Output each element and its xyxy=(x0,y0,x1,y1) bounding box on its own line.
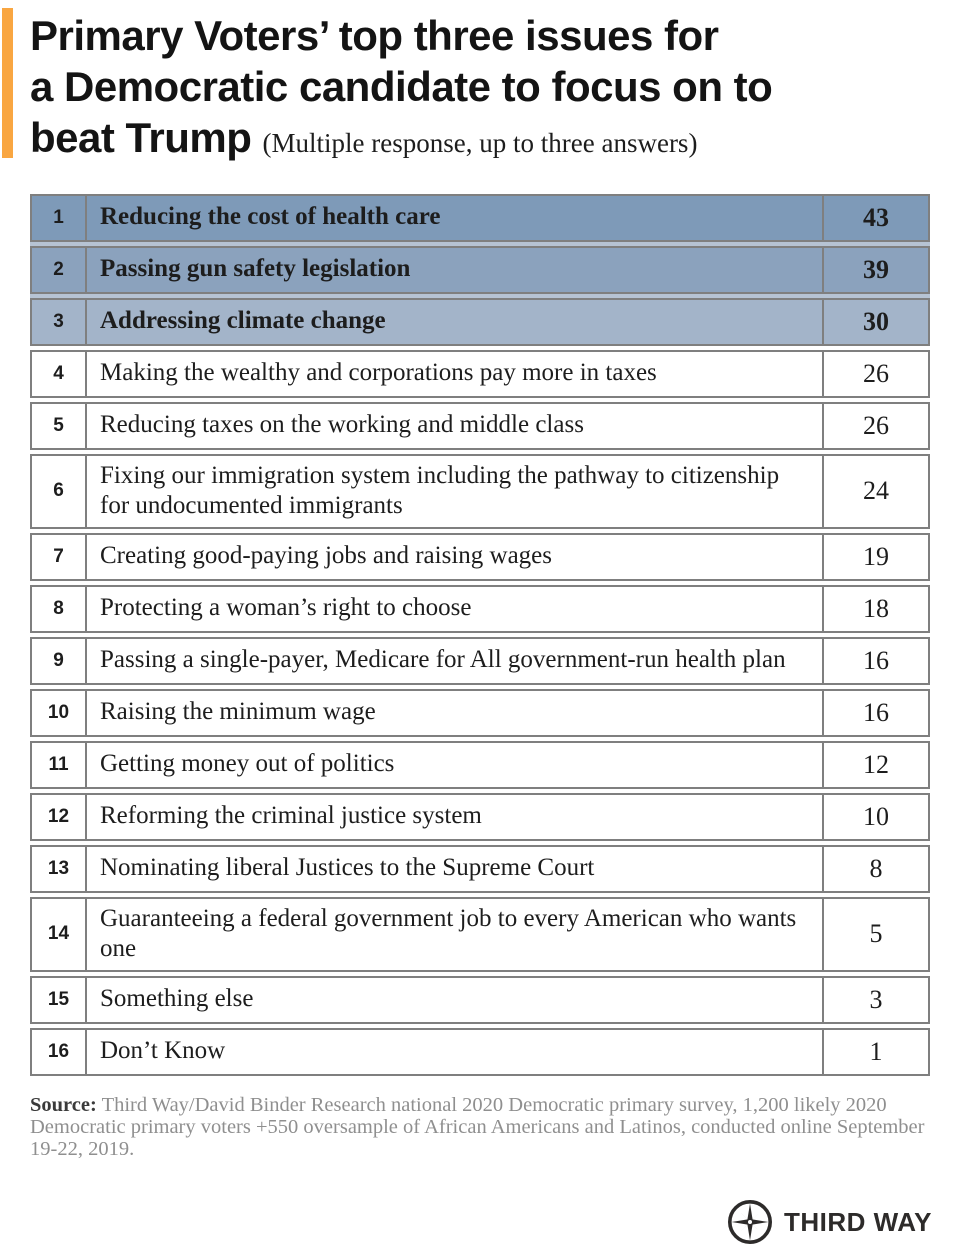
issues-table xyxy=(30,194,930,1076)
issue-cell: Creating good-paying jobs and raising wages xyxy=(100,542,552,570)
issue-cell: Addressing climate change xyxy=(100,307,386,335)
value-cell: 43 xyxy=(822,196,928,240)
issue-cell: Don’t Know xyxy=(100,1037,226,1065)
value-cell: 16 xyxy=(822,691,928,735)
rank-cell: 1 xyxy=(32,196,87,240)
table-row xyxy=(30,793,930,841)
accent-bar xyxy=(2,8,13,158)
rank-cell: 4 xyxy=(32,352,87,396)
value-cell: 26 xyxy=(822,404,928,448)
rank-cell: 16 xyxy=(32,1030,87,1074)
value-cell: 39 xyxy=(822,248,928,292)
value-cell: 5 xyxy=(822,899,928,970)
source-note xyxy=(30,1094,930,1160)
value-cell: 1 xyxy=(822,1030,928,1074)
rank-cell: 5 xyxy=(32,404,87,448)
rank-cell: 14 xyxy=(32,899,87,970)
rank-cell: 8 xyxy=(32,587,87,631)
rank-cell: 13 xyxy=(32,847,87,891)
rank-cell: 10 xyxy=(32,691,87,735)
table-row xyxy=(30,976,930,1024)
value-cell: 3 xyxy=(822,978,928,1022)
title-subtitle: (Multiple response, up to three answers) xyxy=(262,128,698,159)
rank-cell: 7 xyxy=(32,535,87,579)
rank-cell: 11 xyxy=(32,743,87,787)
table-row xyxy=(30,689,930,737)
table-row xyxy=(30,897,930,972)
table-row xyxy=(30,350,930,398)
table-row xyxy=(30,741,930,789)
title-line-2: a Democratic candidate to focus on to xyxy=(30,63,773,111)
issue-cell: Guaranteeing a federal government job to every American who wants one xyxy=(100,904,797,963)
rank-cell: 9 xyxy=(32,639,87,683)
value-cell: 18 xyxy=(822,587,928,631)
rank-cell: 6 xyxy=(32,456,87,527)
source-label: Source: xyxy=(30,1093,97,1116)
table-row xyxy=(30,585,930,633)
table-row xyxy=(30,194,930,242)
issue-cell: Making the wealthy and corporations pay more in taxes xyxy=(100,359,657,387)
value-cell: 12 xyxy=(822,743,928,787)
table-row xyxy=(30,298,930,346)
rank-cell: 2 xyxy=(32,248,87,292)
title-line-1: Primary Voters’ top three issues for xyxy=(30,12,719,59)
source-text: Third Way/David Binder Research national 2020 Democratic primary survey, 1,200 likely 2020 Democratic primary voters +550 oversample of African Americans and Latinos, conducted online September 19-22, 2019. xyxy=(30,1093,925,1160)
table-row xyxy=(30,1028,930,1076)
issue-cell: Passing gun safety legislation xyxy=(100,255,411,283)
chart-footer xyxy=(0,1093,960,1237)
table-row xyxy=(30,246,930,294)
rank-cell: 15 xyxy=(32,978,87,1022)
table-row xyxy=(30,454,930,529)
value-cell: 24 xyxy=(822,456,928,527)
value-cell: 19 xyxy=(822,535,928,579)
value-cell: 16 xyxy=(822,639,928,683)
table-row xyxy=(30,533,930,581)
third-way-logo xyxy=(727,1199,932,1245)
issues-table-top-group xyxy=(30,194,930,346)
title-line-3-bold: beat Trump xyxy=(30,114,252,162)
compass-star-icon xyxy=(727,1199,773,1245)
issue-cell: Nominating liberal Justices to the Supreme Court xyxy=(100,854,595,882)
value-cell: 30 xyxy=(822,300,928,344)
issue-cell: Passing a single-payer, Medicare for All government-run health plan xyxy=(100,646,786,674)
issue-cell: Getting money out of politics xyxy=(100,750,395,778)
issue-cell: Something else xyxy=(100,985,254,1013)
table-row xyxy=(30,637,930,685)
chart-header xyxy=(0,0,960,164)
value-cell: 26 xyxy=(822,352,928,396)
issue-cell: Protecting a woman’s right to choose xyxy=(100,594,472,622)
title-line-3 xyxy=(30,112,930,163)
table-row xyxy=(30,402,930,450)
issue-cell: Reforming the criminal justice system xyxy=(100,802,482,830)
issue-cell: Fixing our immigration system including the pathway to citizenship for undocumented immigrants xyxy=(100,461,780,520)
rank-cell: 12 xyxy=(32,795,87,839)
issues-table-body xyxy=(30,350,930,1076)
issue-cell: Raising the minimum wage xyxy=(100,698,376,726)
rank-cell: 3 xyxy=(32,300,87,344)
third-way-wordmark: THIRD WAY xyxy=(784,1206,932,1237)
table-row xyxy=(30,845,930,893)
issue-cell: Reducing taxes on the working and middle class xyxy=(100,411,584,439)
page-title xyxy=(30,10,930,164)
issue-cell: Reducing the cost of health care xyxy=(100,203,441,231)
value-cell: 10 xyxy=(822,795,928,839)
value-cell: 8 xyxy=(822,847,928,891)
